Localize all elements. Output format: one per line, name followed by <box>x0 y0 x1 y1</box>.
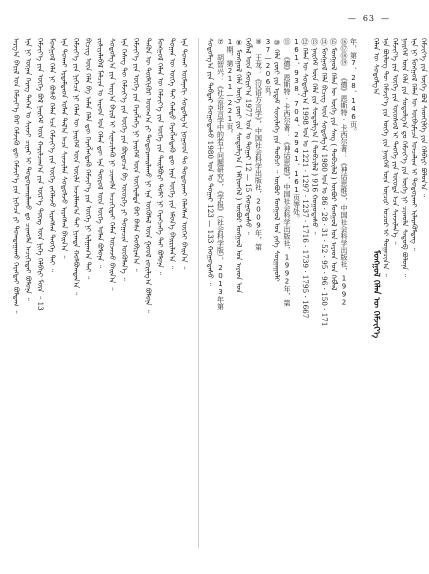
body-text-column: ᠡᠨᠡ ᠨᠢ ᠦᠨᠡᠨ ᠬᠡᠷᠡᠭ ᠲᠡᠭᠡᠨ ᠤ ᠰᠢᠨᠵᠢ ᠴᠢᠨᠠᠷ ᠢ ᠲᠣᠳᠣᠷᠬᠠᠢᠯᠠᠬᠤ ᠳᠤ ᠴᠢᠬᠤᠯᠠ ᠠᠴᠢᠬᠢᠲᠠᠢ ᠪᠣᠯᠤᠨᠠ ᠃ <box>24 38 33 301</box>
body-text-column: ᠪᠢᠴᠢᠭ ᠦᠨ ᠬᠡᠯᠡ ᠪᠠ ᠠᠮᠠᠨ ᠬᠡᠯᠡ ᠳᠦ ᠬᠡᠷᠡᠭᠯᠡᠭᠳᠡᠬᠦ ᠬᠡᠮᠵᠢᠶ᠎ᠡ ᠶᠢᠨ ᠦᠭᠡ ᠨᠢ ᠢᠯᠭᠠᠭ᠎ᠠ ᠲᠠᠢ ᠃ <box>84 38 93 280</box>
page-number-value: 63 <box>362 14 375 23</box>
body-text-column: ᠲᠣᠭᠠᠨ ᠦ ᠦᠭᠡ ᠲᠡᠢ ᠬᠠᠮᠲᠤ ᠬᠡᠷᠡᠭᠯᠡᠭᠳᠡᠬᠦ ᠳᠦ ᠨᠡᠷᠡ ᠦᠭᠡ ᠶᠢᠨ ᠡᠮᠦᠨ᠎ᠡ ᠪᠠᠢᠷᠢᠯᠠᠨ᠎ᠠ ᠃ <box>168 38 177 270</box>
footnote-chinese-column: ⑯⑰⑱⑲ 《德》恩斯特·卡西尔著：《神话思维》，中国社会科学出版社，1992 <box>340 38 348 307</box>
footnote-mongolian-column: ⑬ ᠨᠡᠢᠭᠡᠮ ᠦᠨ ᠬᠡᠯᠡ ᠶᠢᠨ ᠰᠤᠳᠤᠯᠭ᠎ᠠ ( ᠲᠣᠪᠴᠢᠯᠠᠯ ) 916 ᠬᠤᠭᠤᠳᠠᠰᠤ ᠃ <box>310 38 320 235</box>
footnote-chinese-column: 1期，第211—221页。 <box>226 38 234 137</box>
body-text-column: ᠵᠢᠱᠢᠶᠡᠯᠡᠪᠡᠯ ᠮᠠᠯᠴᠢᠨ ᠤ ᠠᠷᠠᠳ ᠤᠨ ᠬᠡᠯᠡᠨ ᠳᠦ ᠡᠨᠡ ᠲᠦᠷᠦᠯ ᠦᠨ ᠦᠭᠡ ᠣᠯᠠᠨ ᠪᠣᠯᠤᠨᠠ ᠃ <box>96 38 105 269</box>
footnote-mongolian-column: ⑭ ᠮᠣᠩᠭᠣᠯ ᠬᠡᠯᠡ ᠪᠢᠴᠢᠭ ᠦᠨ ᠰᠤᠳᠤᠯᠭ᠎ᠠ 1980 ᠣᠨ ᠤ 86 · 28 · 31 · 52 · 95 · 96 · 150 · 171 <box>320 38 329 327</box>
chapter-heading: ᠮᠣᠩᠭᠣᠯ ᠬᠡᠯᠡᠨ ᠦ ᠬᠡᠮᠵᠢᠶ᠎ᠡ <box>371 250 381 339</box>
body-text-column: ᠬᠡᠮᠵᠢᠶ᠎ᠡ ᠶᠢᠨ ᠥᠭᠡ ᠪᠣᠯ ᠨᠡᠢᠭᠡᠮ ᠦᠨ ᠬᠠᠷᠢᠯᠴᠠᠭ᠎ᠠ ᠶᠢᠨ ᠦᠷ᠎ᠡ ᠳᠦᠩ ᠦᠨ ᠨᠢᠭᠡ ᠬᠡᠯᠪᠡᠷᠢ ᠮᠦᠨ ᠃ 13 <box>36 38 45 311</box>
footnote-chinese-column: 年，第7、28、146页。 <box>349 38 358 135</box>
page-number-dash-left: — <box>347 14 357 23</box>
column-divider <box>198 38 199 548</box>
footnote-mongolian-column: ⑧ ᠮᠣᠩᠭᠣᠯ ᠬᠡᠯᠡ ᠦᠭᠡ ᠵᠦᠢ ᠶᠢᠨ ᠰᠤᠳᠤᠯᠭ᠎ᠠ ( ᠡᠮᠬᠢᠳᠬᠡᠯ ) ᠦᠪᠦᠷ ᠮᠣᠩᠭᠣᠯ ᠤᠨ ᠠᠷᠠᠳ ᠤᠨ <box>234 38 244 294</box>
footnote-mongolian-column: ⑩ ᠬᠡᠯᠡ ᠵᠦᠢ ᠶᠢᠨ ᠡᠷᠳᠡᠮ ᠰᠢᠨᠵᠢᠯᠡᠭᠡ ᠶᠢᠨ ᠲᠣᠪᠴᠢ ᠃ ᠦᠪᠦᠷ ᠮᠣᠩᠭᠣᠯ ᠤᠨ ᠶᠡᠬᠡ ᠰᠤᠷᠭᠠᠭᠤᠯᠢ <box>272 38 282 282</box>
body-text-column: ᠬᠡᠮᠵᠢᠶ᠎ᠡ ᠶᠢᠨ ᠦᠭᠡ ᠶᠢᠨ ᠬᠡᠷᠡᠭᠯᠡᠭᠡ ᠨᠢ ᠨᠡᠢᠭᠡᠮ ᠦᠨ ᠥᠭᠡᠷᠡᠯᠲᠡ ᠪᠡᠷ ᠪᠠᠰᠠ ᠬᠤᠪᠢᠷᠠᠨ᠎ᠠ ᠃ <box>132 38 141 272</box>
footnote-mongolian-column: ᠬᠡᠪᠯᠡᠯ ᠦᠨ ᠬᠣᠷᠢᠶ᠎ᠠ 1977 ᠣᠨ ᠤ ᠳᠤᠭᠠᠷ 12 — 15 ᠬᠤᠭᠤᠳᠠᠰᠤ ᠃ <box>244 38 253 235</box>
footnote-mongolian-column: ⑫ ᠬᠡᠯᠡᠨ ᠦ ᠰᠤᠳᠤᠯᠭ᠎ᠠ 1998 ᠣᠨ ᠤ 1221 · 1297 · 1237 · 1716 · 1739 · 1795 · 1667 <box>301 38 310 319</box>
footnote-mongolian-column: ᠡᠨᠡ ᠨᠢ ᠮᠣᠩᠭᠣᠯ ᠬᠡᠯᠡᠨ ᠦ ᠥᠪᠡᠷᠮᠢᠴᠡ ᠣᠨᠴᠠᠯᠢᠭ ᠢ ᠲᠣᠳᠣᠷᠬᠠᠢ ᠢᠯᠡᠷᠡᠭᠦᠯᠳᠡᠭ ᠃ <box>410 38 419 251</box>
body-text-column: ᠡᠨᠡ ᠲᠤᠬᠠᠢ ᠡᠷᠳᠡᠮᠲᠡᠳ ᠣᠯᠠᠨ ᠲᠠᠯ᠎ᠠ ᠠᠴᠠ ᠰᠢᠨᠵᠢᠯᠡᠨ ᠰᠤᠳᠤᠯᠵᠤ ᠢᠷᠡᠭᠰᠡᠨ ᠪᠠᠢᠨ᠎ᠠ ᠃ <box>60 38 69 259</box>
body-text-column: ᠮᠣᠩᠭᠣᠯ ᠬᠡᠯᠡᠨ ᠦ ᠬᠡᠮᠵᠢᠶ᠎ᠡ ᠶᠢᠨ ᠦᠭᠡ ᠶᠢᠨ ᠲᠠᠢᠯᠪᠤᠷᠢ ᠲᠣᠯᠢ ᠨᠢ ᠬᠡᠷᠡᠭᠴᠡᠭᠡ ᠲᠠᠢ ᠪᠣᠯᠤᠨᠠ ᠃ <box>156 38 165 275</box>
footnote-mongolian-column: ᠨᠡᠢᠭᠡᠮ ᠦᠨ ᠬᠡᠯᠡ ᠶᠢᠨ ᠰᠤᠳᠤᠯᠭ᠎ᠠ ᠳᠤ ᠬᠡᠮᠵᠢᠶ᠎ᠡ ᠶᠢᠨ ᠦᠭᠡ ᠨᠢ ᠴᠢᠬᠤᠯᠠ ᠰᠡᠳᠦᠪ ᠪᠣᠯᠤᠨᠠ ᠃ <box>400 38 410 277</box>
footnote-mongolian-column: ᠬᠡᠯᠡᠨ ᠦ ᠰᠤᠳᠤᠯᠭ᠎ᠠ <box>372 38 381 95</box>
footnote-mongolian-column: ᠬᠡᠮᠵᠢᠶ᠎ᠡ ᠶᠢᠨ ᠦᠭᠡ ᠶᠢᠨ ᠦᠦᠰᠦᠯ ᠢ ᠲᠡᠦᠬᠡ ᠶᠢᠨ ᠦᠦᠳᠡ ᠡᠴᠡ ᠰᠢᠨᠵᠢᠯᠡᠨ᠎ᠡ ᠃ <box>391 38 400 245</box>
body-text-column: ᠡᠨᠡ ᠲᠤᠬᠠᠢ ᠥᠮᠡᠨᠡᠬᠢ ᠰᠤᠳᠤᠯᠭ᠎ᠠ ᠨᠤᠭᠤᠳ ᠲᠤ ᠲᠣᠳᠣᠷᠬᠠᠢ ᠬᠡᠯᠡᠭᠰᠡᠨ ᠦᠭᠡᠢ ᠪᠠᠢᠨ᠎ᠠ ᠃ <box>180 38 189 270</box>
body-text-column: ᠲᠡᠭᠦᠨ ᠦ ᠲᠦᠯᠬᠢᠭᠦᠷ ᠤᠳᠬ᠎ᠠ ᠶᠢ ᠲᠣᠳᠣᠷᠬᠠᠢᠯᠠᠬᠤ ᠨᠢ ᠡᠨᠡ ᠥᠭᠦᠯᠡᠯ ᠦᠨ ᠭᠣᠣᠯ ᠵᠣᠷᠢᠯᠭ᠎ᠠ ᠪᠣᠯᠤᠨᠠ ᠃ <box>144 38 153 313</box>
footnote-chinese-column: ⑨ 王龙：《汉语方言学》，中国社会科学出版社，2009年，第 <box>254 38 263 251</box>
footnote-mongolian-column: ᠬᠡᠮᠵᠢᠶ᠎ᠡ ᠶᠢᠨ ᠦᠭᠡ ᠪᠣᠯ ᠰᠡᠳᠬᠢᠯᠭᠡ ᠶᠢᠨ ᠬᠡᠯᠪᠡᠷᠢ ᠪᠣᠯᠤᠨ᠎ᠠ ᠃ <box>419 38 429 198</box>
footnote-mongolian-column: ᠰᠤᠳᠤᠯᠭ᠎ᠠ ᠶᠢᠨ ᠳᠡᠪᠲᠡᠷ ᠬᠤᠭᠤᠳᠠᠰᠤ 1980 ᠣᠨ ᠤ ᠳᠤᠭᠠᠷ 123 — 133 ᠬᠤᠭᠤᠳᠠᠰᠤ ᠃ <box>206 38 215 286</box>
footnote-chinese-column: 161、938、704、2941、161页等处。 <box>292 38 301 222</box>
body-text-column: ᠰᠤᠳᠤᠯᠭ᠎ᠠ ᠶᠢᠨ ᠠᠷᠭ᠎ᠠ ᠪᠠᠷᠢᠯ ᠢ ᠰᠢᠨᠡᠴᠢᠯᠡᠬᠦ ᠨᠢ ᠴᠢᠬᠤᠯᠠ ᠠᠴᠢᠬᠢᠲᠠᠢ ᠬᠡᠮᠡᠨ ᠦᠵᠡᠵᠦ ᠪᠠᠢᠨ᠎ᠠ ᠃ <box>108 38 117 291</box>
footnote-chinese-column: 37—206页。 <box>264 38 272 100</box>
body-text-column: ᠡᠨᠡ ᠬᠡᠰᠡᠭ ᠲᠦ ᠬᠡᠮᠵᠢᠶ᠎ᠡ ᠶᠢᠨ ᠦᠭᠡ ᠶᠢᠨ ᠪᠦᠲᠦᠴᠡ ᠪᠠ ᠦᠦᠷᠭᠡ ᠶᠢ ᠲᠣᠭᠠᠴᠢᠨ ᠦᠭᠦᠯᠡᠨ᠎ᠡ ᠃ <box>120 38 129 281</box>
page-number-dash-right: — <box>381 14 390 23</box>
body-text-column: ᠬᠡᠮᠵᠢᠶ᠎ᠡ ᠶᠢᠨ ᠨᠢᠭᠡᠴᠡ ᠨᠢ ᠬᠡᠯᠡᠨ ᠦ ᠨᠡᠢᠭᠡᠮ ᠦᠨ ᠦᠢᠯᠡ ᠠᠵᠢᠯᠯᠠᠭ᠎ᠠ ᠲᠠᠢ ᠨᠢᠭᠲᠠ ᠬᠣᠯᠪᠣᠭᠳᠠᠨ᠎ᠠ ᠃ <box>72 38 81 296</box>
page-number <box>345 14 393 23</box>
body-text-column: ᠠᠷᠭ᠎ᠠ ᠪᠠᠷᠢᠯ ᠤᠨ ᠬᠡᠮᠵᠢᠶ᠎ᠡ ᠪᠡᠷ ᠬᠡᠮᠵᠢᠬᠦ ᠳᠦ ᠬᠡᠮᠵᠢᠶ᠎ᠡ ᠶᠢᠨ ᠨᠢᠭᠡᠴᠡ ᠶᠢ ᠲᠣᠭᠲᠠᠭᠠᠬᠤ ᠬᠡᠷᠡᠭᠲᠡᠢ ᠪᠣᠯᠳᠠᠭ ᠃ <box>12 38 21 314</box>
body-text-column: ᠮᠣᠩᠭᠣᠯ ᠬᠡᠯᠡ ᠨᠢ ᠪᠣᠰᠤ ᠬᠡᠯᠡᠨ ᠡᠴᠡ ᠬᠡᠮᠵᠢᠶ᠎ᠡ ᠶᠢᠨ ᠦᠭᠡ ᠵᠡᠭᠡᠯᠡᠵᠦ ᠢᠷᠡᠭᠰᠡᠨ ᠲᠡᠦᠬᠡ ᠲᠠᠢ ᠃ <box>48 38 57 273</box>
footnote-chinese-column: ⑦ 胡智兴：《社会语言学中的若干问题研究》，《学报》（社会科学版），2013年第 <box>216 38 225 310</box>
footnote-mongolian-column: ⑮ ᠮᠣᠩᠭᠣᠯ ᠬᠡᠯᠡᠨ ᠦ ᠦᠭᠡ ᠶᠢᠨ ᠰᠠᠩ ( ᠲᠣᠪᠴᠢᠯᠠᠯ ) ᠦᠪᠦᠷ ᠮᠣᠩᠭᠣᠯ ᠤᠨ ᠠᠷᠠᠳ ᠤᠨ ᠬᠡᠪᠯᠡᠯ <box>329 38 339 291</box>
footnote-mongolian-column: ᠡᠨᠡ ᠪᠦᠯᠦᠭ ᠲᠦ ᠬᠡᠮᠵᠢᠶ᠎ᠡ ᠶᠢᠨ ᠦᠭᠡ ᠶᠢᠨ ᠨᠡᠢᠭᠡᠮ ᠦᠨ ᠦᠴᠢᠷ ᠤᠴᠤᠷ ᠢ ᠲᠣᠭᠠᠴᠢᠨ᠎ᠠ ᠃ <box>381 38 391 277</box>
footnote-chinese-column: ⑪ 《德》恩斯特·卡西尔著：《神话思维》，中国社会科学出版社，1992年，第 <box>283 38 291 307</box>
